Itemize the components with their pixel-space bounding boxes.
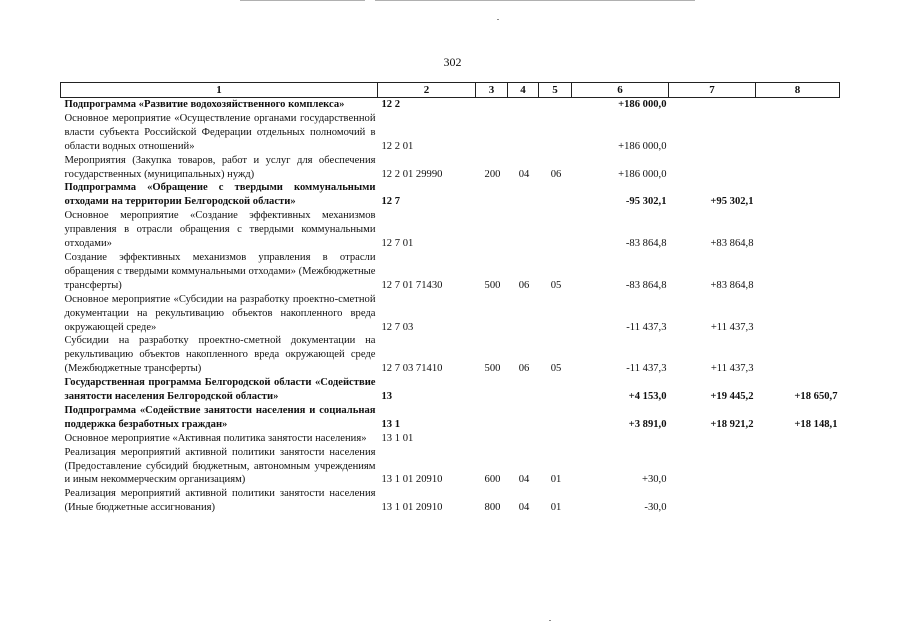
row-name: Реализация мероприятий активной политики занятости населения (Предоставление субсидий бюджетным, автономным учреждениям и иным некоммерческим организациям) xyxy=(64,446,376,486)
row-expense-type xyxy=(476,404,508,432)
row-value-col-7: +95 302,1 xyxy=(710,196,754,208)
row-value-col-6: -83 864,8 xyxy=(625,279,667,291)
row-name: Субсидии на разработку проектно-сметной документации на рекультивацию объектов накопленного вреда окружающей среде (Межбюджетные трансферты) xyxy=(64,335,376,375)
row-subsection xyxy=(539,181,572,209)
row-subsection xyxy=(539,209,572,251)
row-subsection xyxy=(539,432,572,446)
row-expense-type: 200 xyxy=(484,168,501,180)
row-value-col-7 xyxy=(669,98,756,112)
row-value-col-7: +19 445,2 xyxy=(710,391,754,403)
row-code: 13 1 01 20910 xyxy=(381,474,443,486)
header-col-4: 4 xyxy=(508,83,539,98)
header-col-3: 3 xyxy=(476,83,508,98)
row-expense-type: 800 xyxy=(484,502,501,514)
row-name: Основное мероприятие «Активная политика занятости населения» xyxy=(64,432,367,444)
row-section xyxy=(508,181,539,209)
row-section xyxy=(508,376,539,404)
row-value-col-8: +18 650,7 xyxy=(794,391,838,403)
row-value-col-6: +186 000,0 xyxy=(618,99,667,110)
row-section xyxy=(508,404,539,432)
row-value-col-6 xyxy=(572,432,669,446)
row-code: 12 7 03 71410 xyxy=(381,363,443,375)
row-expense-type xyxy=(476,209,508,251)
budget-table xyxy=(60,82,840,515)
header-col-8: 8 xyxy=(756,83,840,98)
row-code: 13 1 01 20910 xyxy=(381,502,443,514)
header-row xyxy=(61,83,840,98)
row-section: 04 xyxy=(518,502,530,514)
row-value-col-8 xyxy=(756,293,840,335)
row-expense-type xyxy=(476,112,508,154)
row-value-col-7: +11 437,3 xyxy=(710,321,754,333)
row-value-col-7 xyxy=(669,446,756,488)
row-value-col-7 xyxy=(669,154,756,182)
row-expense-type xyxy=(476,181,508,209)
row-name: Мероприятия (Закупка товаров, работ и услуг для обеспечения государственных (муниципальных) нужд) xyxy=(64,154,376,180)
row-section: 04 xyxy=(518,168,530,180)
row-value-col-7: +83 864,8 xyxy=(710,279,754,291)
row-expense-type xyxy=(476,293,508,335)
table-row xyxy=(61,334,840,376)
row-expense-type xyxy=(476,432,508,446)
row-code: 12 2 01 29990 xyxy=(381,168,443,180)
row-value-col-7 xyxy=(669,112,756,154)
row-value-col-8 xyxy=(756,446,840,488)
table-row xyxy=(61,487,840,515)
table-row xyxy=(61,209,840,251)
row-name: Реализация мероприятий активной политики занятости населения (Иные бюджетные ассигнования) xyxy=(64,488,376,514)
row-value-col-6: -11 437,3 xyxy=(626,363,667,375)
row-value-col-6: +30,0 xyxy=(641,474,667,486)
row-section: 06 xyxy=(518,279,530,291)
row-section xyxy=(508,209,539,251)
row-name: Создание эффективных механизмов управления в отрасли обращения с твердыми коммунальными отходами» (Межбюджетные трансферты) xyxy=(64,251,376,291)
table-row xyxy=(61,98,840,112)
row-value-col-8: +18 148,1 xyxy=(794,418,838,430)
row-section xyxy=(508,293,539,335)
row-value-col-7: +18 921,2 xyxy=(710,418,754,430)
header-col-6: 6 xyxy=(572,83,669,98)
row-code: 12 2 xyxy=(381,99,401,110)
row-section: 04 xyxy=(518,474,530,486)
row-section xyxy=(508,432,539,446)
row-section: 06 xyxy=(518,363,530,375)
table-row xyxy=(61,251,840,293)
row-value-col-7 xyxy=(669,432,756,446)
row-value-col-6: -11 437,3 xyxy=(626,321,667,333)
row-subsection xyxy=(539,404,572,432)
table-row xyxy=(61,293,840,335)
row-value-col-6: -95 302,1 xyxy=(625,196,667,208)
table-row xyxy=(61,181,840,209)
scan-speck xyxy=(549,620,551,621)
row-expense-type: 500 xyxy=(484,279,501,291)
row-subsection: 01 xyxy=(550,474,562,486)
row-name: Основное мероприятие «Осуществление органами государственной власти субъекта Российской Федерации отдельных полномочий в области водных отношений» xyxy=(64,112,376,152)
row-value-col-6: +4 153,0 xyxy=(628,391,667,403)
row-value-col-6: +3 891,0 xyxy=(628,418,667,430)
row-value-col-7: +83 864,8 xyxy=(710,238,754,250)
row-value-col-8 xyxy=(756,154,840,182)
row-code: 12 7 03 xyxy=(381,321,414,333)
row-code: 12 7 xyxy=(381,196,401,208)
row-code: 13 1 xyxy=(381,418,401,430)
table-row xyxy=(61,154,840,182)
scan-top-rule-left xyxy=(240,0,365,1)
header-col-7: 7 xyxy=(669,83,756,98)
row-expense-type xyxy=(476,376,508,404)
row-expense-type: 500 xyxy=(484,363,501,375)
row-value-col-6: -30,0 xyxy=(644,502,667,514)
row-value-col-8 xyxy=(756,181,840,209)
row-section xyxy=(508,98,539,112)
row-subsection xyxy=(539,112,572,154)
row-value-col-8 xyxy=(756,487,840,515)
table-row xyxy=(61,404,840,432)
row-name: Подпрограмма «Развитие водохозяйственного комплекса» xyxy=(64,99,345,110)
row-subsection: 05 xyxy=(550,279,562,291)
row-name: Основное мероприятие «Субсидии на разработку проектно-сметной документации на рекультивацию объектов накопленного вреда окружающей среде» xyxy=(64,293,376,333)
scan-speck xyxy=(497,19,499,20)
header-col-2: 2 xyxy=(378,83,476,98)
row-name: Подпрограмма «Содействие занятости населения и социальная поддержка безработных граждан» xyxy=(64,404,376,430)
table-row xyxy=(61,432,840,446)
row-subsection: 01 xyxy=(550,502,562,514)
table-row xyxy=(61,446,840,488)
row-value-col-6: +186 000,0 xyxy=(618,168,667,180)
row-code: 13 xyxy=(381,391,393,403)
header-col-5: 5 xyxy=(539,83,572,98)
header-col-1: 1 xyxy=(61,83,378,98)
row-value-col-8 xyxy=(756,432,840,446)
row-expense-type: 600 xyxy=(484,474,501,486)
row-expense-type xyxy=(476,98,508,112)
row-value-col-6: -83 864,8 xyxy=(625,238,667,250)
row-value-col-8 xyxy=(756,334,840,376)
row-code: 12 7 01 71430 xyxy=(381,279,443,291)
table-row xyxy=(61,376,840,404)
row-subsection xyxy=(539,98,572,112)
row-value-col-8 xyxy=(756,112,840,154)
row-subsection xyxy=(539,293,572,335)
page-number: 302 xyxy=(443,55,462,69)
row-value-col-7: +11 437,3 xyxy=(710,363,754,375)
row-value-col-8 xyxy=(756,98,840,112)
row-code: 12 2 01 xyxy=(381,140,414,152)
table-row xyxy=(61,112,840,154)
row-name: Основное мероприятие «Создание эффективных механизмов управления в отрасли обращения с твердыми коммунальными отходами» xyxy=(64,210,376,250)
row-subsection xyxy=(539,376,572,404)
row-name: Государственная программа Белгородской области «Содействие занятости населения Белгородской области» xyxy=(64,377,376,403)
row-value-col-6: +186 000,0 xyxy=(618,140,667,152)
row-section xyxy=(508,112,539,154)
row-value-col-8 xyxy=(756,251,840,293)
row-subsection: 06 xyxy=(550,168,562,180)
row-code: 12 7 01 xyxy=(381,238,414,250)
scan-top-rule-right xyxy=(375,0,695,1)
row-subsection: 05 xyxy=(550,363,562,375)
row-name: Подпрограмма «Обращение с твердыми коммунальными отходами на территории Белгородской области» xyxy=(64,182,376,208)
row-value-col-8 xyxy=(756,209,840,251)
row-value-col-7 xyxy=(669,487,756,515)
row-code: 13 1 01 xyxy=(381,432,414,444)
